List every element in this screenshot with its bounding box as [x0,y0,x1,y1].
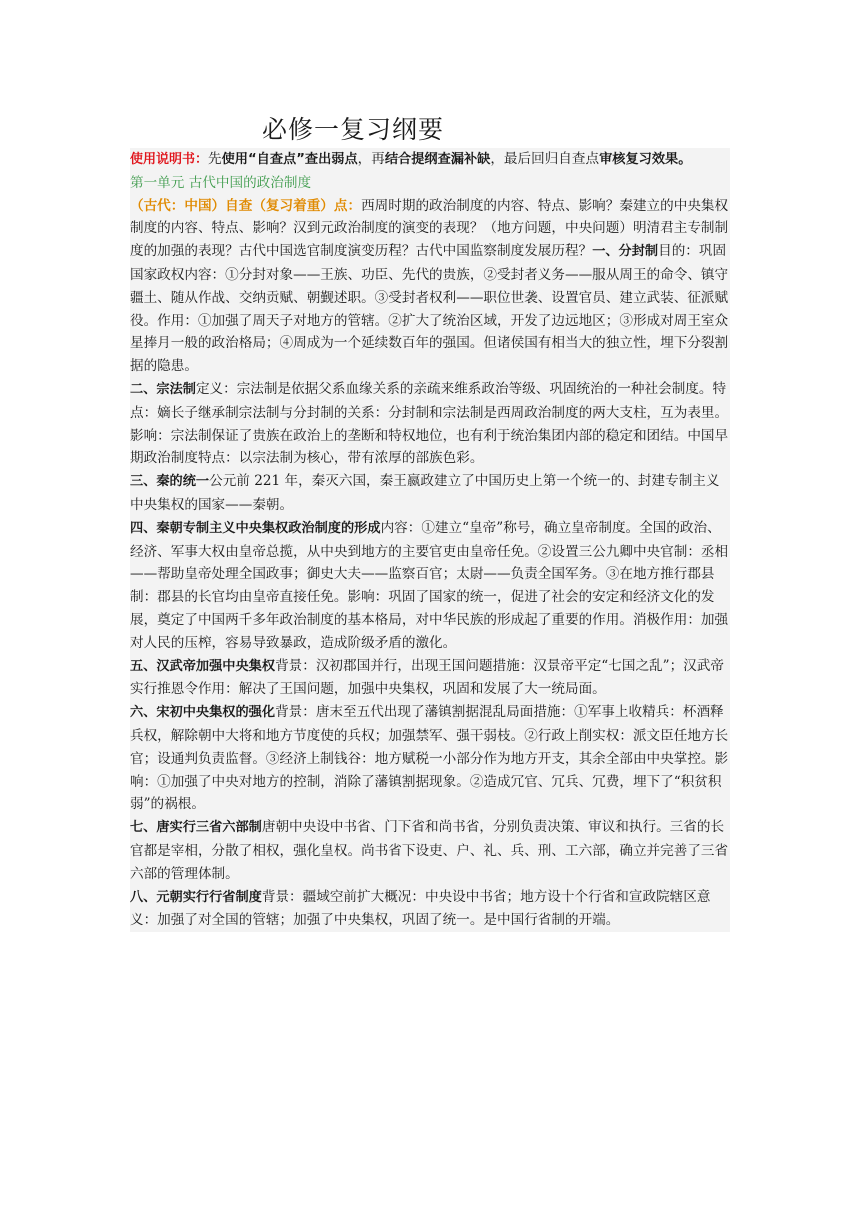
selfcheck-label: （古代：中国）自查（复习着重）点： [130,197,362,214]
usage-bold-1: 使用“自查点”查出弱点 [221,152,358,167]
section-paragraph [130,655,730,702]
section-paragraph [130,470,730,517]
usage-bold-2: 结合提纲查漏补缺 [384,152,491,167]
section-heading: 八、元朝实行行省制度 [130,889,262,905]
unit-heading: 第一单元 古代中国的政治制度 [130,172,730,195]
section-heading: 二、宗法制 [130,381,196,397]
section-paragraph [130,701,730,816]
usage-instructions [130,148,730,172]
usage-label: 使用说明书： [130,152,209,167]
usage-text-2: ，再 [357,151,385,167]
section-text: 背景：唐末至五代出现了藩镇割据混乱局面措施：①军事上收精兵：杯酒释兵权，解除朝中大将和地方节度使的兵权；加强禁军、强干弱枝。②行政上削实权：派文臣任地方长官；设通判负责监督。③经济上制钱谷：地方赋税一小部分作为地方开支，其余全部由中央掌控。影响：①加强了中央对地方的控制，消除了藩镇割据现象。②造成冗官、冗兵、冗费，埋下了“积贫积弱”的祸根。 [130,704,729,813]
section-heading: 五、汉武帝加强中央集权 [130,658,276,674]
selfcheck-text: 西周时期的政治制度的内容、特点、影响？秦建立的中央集权制度的内容、特点、影响？汉到元政治制度的演变的表现？（地方问题，中央问题）明清君主专制制度的加强的表现？古代中国选官制度演变历程？古代中国监察制度发展历程？ [130,197,729,260]
section-text: 定义：宗法制是依据父系血缘关系的亲疏来维系政治等级、巩固统治的一种社会制度。特点：嫡长子继承制宗法制与分封制的关系：分封制和宗法制是西周政治制度的两大支柱，互为表里。影响：宗法制保证了贵族在政治上的垄断和特权地位，也有利于统治集团内部的稳定和团结。中国早期政治制度特点：以宗法制为核心，带有浓厚的部族色彩。 [130,380,729,467]
document-body [130,148,730,932]
section-text: 公元前 221 年，秦灭六国，秦王嬴政建立了中国历史上第一个统一的、封建专制主义中央集权的国家——秦朝。 [130,473,720,513]
usage-bold-3: 审核复习效果。 [599,152,692,167]
page-title: 必修一复习纲要 [262,115,445,144]
section-text: 唐朝中央设中书省、门下省和尚书省，分别负责决策、审议和执行。三省的长官都是宰相，分散了相权，强化皇权。尚书省下设吏、户、礼、兵、刑、工六部，确立并完善了三省六部的管理体制。 [130,819,729,882]
section-heading: 七、唐实行三省六部制 [130,820,262,836]
section-heading: 六、宋初中央集权的强化 [130,705,276,721]
section-heading: 一、分封制 [592,244,659,260]
section-text: 内容：①建立“皇帝”称号，确立皇帝制度。全国的政治、经济、军事大权由皇帝总揽，从中央到地方的主要官吏由皇帝任免。②设置三公九卿中央官制：丞相——帮助皇帝处理全国政事；御史大夫——监察百官；太尉——负责全国军务。③在地方推行郡县制：郡县的长官均由皇帝直接任免。影响：巩固了国家的统一，促进了社会的安定和经济文化的发展，奠定了中国两千多年政治制度的基本格局，对中华民族的形成起了重要的作用。消极作用：加强对人民的压榨，容易导致暴政，造成阶级矛盾的激化。 [130,519,729,651]
usage-text-1: 先 [208,151,222,167]
section-paragraph [130,816,730,885]
section-text: 背景：汉初郡国并行，出现王国问题措施：汉景帝平定“七国之乱”；汉武帝实行推恩令作用：解决了王国问题，加强中央集权，巩固和发展了大一统局面。 [130,657,724,698]
section-paragraph [130,886,730,933]
section-paragraph [130,378,730,470]
section-heading: 四、秦朝专制主义中央集权政治制度的形成 [130,520,381,536]
section-paragraph [130,517,730,655]
section-heading: 三、秦的统一 [130,474,210,490]
section-text: 背景：疆域空前扩大概况：中央设中书省；地方设十个行省和宣政院辖区意义：加强了对全国的管辖；加强了中央集权，巩固了统一。是中国行省制的开端。 [130,888,711,929]
selfcheck-paragraph [130,195,730,378]
section-text: 目的：巩固国家政权内容：①分封对象——王族、功臣、先代的贵族，②受封者义务——服从周王的命令、镇守疆土、随从作战、交纳贡赋、朝觐述职。③受封者权利——职位世袭、设置官员、建立武装、征派赋役。作用：①加强了周天子对地方的管辖。②扩大了统治区域，开发了边远地区；③形成对周王室众星捧月一般的政治格局；④周成为一个延续数百年的强国。但诸侯国有相当大的独立性，埋下分裂割据的隐患。 [130,243,729,375]
usage-text-3: ，最后回归自查点 [490,151,600,167]
